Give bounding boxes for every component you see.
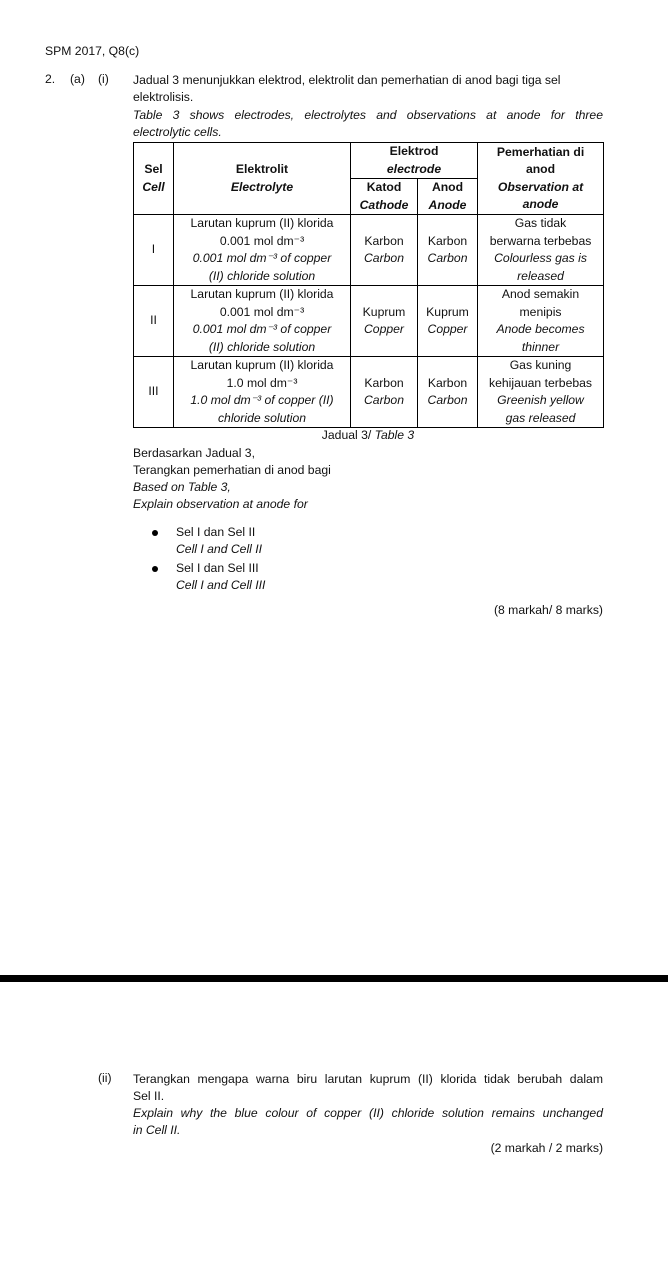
intro-english: Table 3 shows electrodes, electrolytes and observations at anode for three electrolytic cells. bbox=[133, 108, 603, 139]
electrolyte-cell: Larutan kuprum (II) klorida 0.001 mol dm⁻³ 0.001 mol dm⁻³ of copper (II) chloride solution bbox=[174, 215, 351, 286]
header-cell-observation: Pemerhatian di anod Observation at anode bbox=[478, 143, 604, 215]
cell-number: I bbox=[134, 215, 174, 286]
electrolyte-cell: Larutan kuprum (II) klorida 1.0 mol dm⁻³ 1.0 mol dm⁻³ of copper (II) chloride solution bbox=[174, 357, 351, 428]
bullet-item: Sel I dan Sel II Cell I and Cell II bbox=[176, 525, 263, 556]
part-ii-malay: Terangkan mengapa warna biru larutan kuprum (II) klorida tidak berubah dalam Sel II. bbox=[133, 1072, 603, 1103]
question-part: (a) bbox=[70, 72, 85, 86]
question-subpart: (i) bbox=[98, 72, 109, 86]
marks-part-i: (8 markah/ 8 marks) bbox=[493, 603, 603, 617]
table-3 bbox=[133, 142, 604, 428]
electrolyte-cell: Larutan kuprum (II) klorida 0.001 mol dm⁻³ 0.001 mol dm⁻³ of copper (II) chloride solution bbox=[174, 286, 351, 357]
observation-cell: Gas kuning kehijauan terbebas Greenish yellow gas released bbox=[478, 357, 604, 428]
cell-number: II bbox=[134, 286, 174, 357]
bullet-item: Sel I dan Sel III Cell I and Cell III bbox=[176, 561, 266, 592]
header-cell-electrode: Elektrod electrode bbox=[351, 143, 478, 179]
question-subpart-ii: (ii) bbox=[98, 1071, 112, 1085]
table-row bbox=[134, 215, 604, 286]
question-number: 2. bbox=[45, 72, 56, 86]
cathode-cell: Karbon Carbon bbox=[351, 357, 418, 428]
table-row bbox=[134, 357, 604, 428]
instruction-malay: Berdasarkan Jadual 3, Terangkan pemerhatian di anod bagi bbox=[133, 446, 331, 477]
document-header: SPM 2017, Q8(c) bbox=[45, 44, 140, 58]
bullet-icon bbox=[152, 566, 158, 572]
observation-cell: Gas tidak berwarna terbebas Colourless gas is released bbox=[478, 215, 604, 286]
header-cell-cathode: Katod Cathode bbox=[351, 179, 418, 215]
bullet-icon bbox=[152, 530, 158, 536]
intro-malay: Jadual 3 menunjukkan elektrod, elektrolit dan pemerhatian di anod bagi tiga sel elektrolisis. bbox=[133, 73, 561, 104]
instruction-english: Based on Table 3, Explain observation at anode for bbox=[133, 480, 308, 511]
header-cell-anode: Anod Anode bbox=[418, 179, 478, 215]
cell-number: III bbox=[134, 357, 174, 428]
cathode-cell: Karbon Carbon bbox=[351, 215, 418, 286]
anode-cell: Karbon Carbon bbox=[418, 215, 478, 286]
anode-cell: Kuprum Copper bbox=[418, 286, 478, 357]
cathode-cell: Kuprum Copper bbox=[351, 286, 418, 357]
table-caption: Jadual 3/ Table 3 bbox=[321, 428, 415, 442]
marks-part-ii: (2 markah / 2 marks) bbox=[490, 1141, 603, 1155]
table-row bbox=[134, 286, 604, 357]
header-cell-sel: Sel Cell bbox=[134, 143, 174, 215]
observation-cell: Anod semakin menipis Anode becomes thinner bbox=[478, 286, 604, 357]
header-cell-electrolyte: Elektrolit Electrolyte bbox=[174, 143, 351, 215]
page-divider bbox=[0, 975, 668, 982]
anode-cell: Karbon Carbon bbox=[418, 357, 478, 428]
part-ii-english: Explain why the blue colour of copper (II) chloride solution remains unchanged in Cell II. bbox=[133, 1106, 603, 1137]
